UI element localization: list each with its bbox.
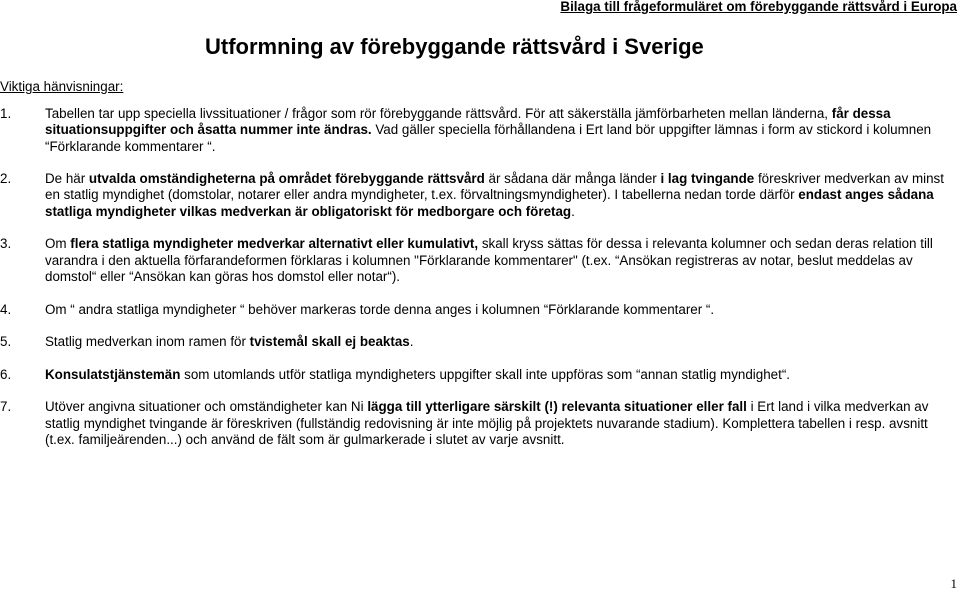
note-text: Tabellen tar upp speciella livssituationer / frågor som rör förebyggande rättsvård. För att säkerställa jämförbarheten mellan länderna,	[45, 106, 832, 121]
note-item	[0, 236, 950, 285]
note-item	[0, 399, 950, 448]
note-text: .	[409, 334, 414, 350]
note-item	[0, 367, 950, 383]
note-number: 7.	[0, 399, 12, 415]
note-emphasis: lägga till ytterligare särskilt (!) relevanta situationer eller fall	[367, 399, 747, 415]
note-number: 5.	[0, 334, 12, 350]
note-emphasis: Konsulatstjänstemän	[45, 366, 181, 382]
note-text: föreskriver medverkan av minst en statlig myndighet (domstolar, notarer eller andra myndigheter, t.ex. förvaltningsmyndigheter). I tabellerna nedan torde därför	[45, 171, 944, 203]
section-heading: Viktiga hänvisningar:	[0, 79, 124, 94]
note-text: är sådana där många länder	[484, 171, 661, 187]
note-number: 2.	[0, 171, 12, 187]
note-item	[0, 106, 950, 155]
note-text: De här	[45, 171, 89, 187]
note-item	[0, 302, 950, 318]
note-text: Utöver angivna situationer och omständigheter kan Ni	[45, 399, 368, 415]
note-text: Om	[45, 236, 71, 252]
note-number: 1.	[0, 106, 12, 121]
page-number: 1	[950, 576, 957, 591]
note-number: 4.	[0, 301, 12, 317]
note-text: skall kryss sättas för dessa i relevanta kolumner och sedan deras relation till varandra i den aktuella förfarandeformen förklaras i kolumnen "Förklarande kommentarer" (t.ex. “Ansökan registreras av notar, beslut meddelas av domstol“ eller “Ansökan kan göras hos domstol eller notar“).	[45, 236, 933, 284]
note-item	[0, 171, 950, 220]
note-emphasis: tvistemål skall ej beaktas	[249, 334, 410, 350]
note-text: Om “ andra statliga myndigheter “ behöver markeras torde denna anges i kolumnen “Förklarande kommentarer “.	[45, 301, 715, 317]
note-emphasis: endast anges sådana statliga myndigheter vilkas medverkan är obligatoriskt för medborgare och företag	[45, 187, 934, 219]
notes-list	[0, 106, 950, 465]
note-number: 6.	[0, 366, 12, 382]
note-text: .	[571, 203, 575, 219]
note-text: Statlig medverkan inom ramen för	[45, 334, 250, 350]
note-emphasis: i lag tvingande	[660, 171, 755, 187]
page-title: Utformning av förebyggande rättsvård i Sverige	[205, 34, 704, 59]
note-emphasis: flera statliga myndigheter medverkar alternativt eller kumulativt,	[70, 236, 479, 252]
note-text: som utomlands utför statliga myndigheters uppgifter skall inte uppföras som “annan statlig myndighet“.	[180, 366, 791, 382]
note-item	[0, 334, 950, 350]
note-emphasis: utvalda omständigheterna på området förebyggande rättsvård	[88, 171, 485, 187]
note-emphasis: får dessa situationsuppgifter och åsatta nummer inte ändras.	[45, 106, 891, 138]
note-text: Vad gäller speciella förhållandena i Ert land bör uppgifter lämnas i form av stickord i kolumnen “Förklarande kommentarer “.	[45, 122, 932, 154]
note-number: 3.	[0, 236, 12, 252]
header-note: Bilaga till frågeformuläret om förebyggande rättsvård i Europa	[560, 0, 957, 14]
note-text: i Ert land i vilka medverkan av statlig myndighet tvingande är föreskriven (fullständig redovisning är inte möjlig på projektets nuvarande stadium). Komplettera tabellen i resp. avsnitt (t.ex. familjeärenden...) och använd de fält som är gulmarkerade i slutet av varje avsnitt.	[45, 399, 929, 447]
